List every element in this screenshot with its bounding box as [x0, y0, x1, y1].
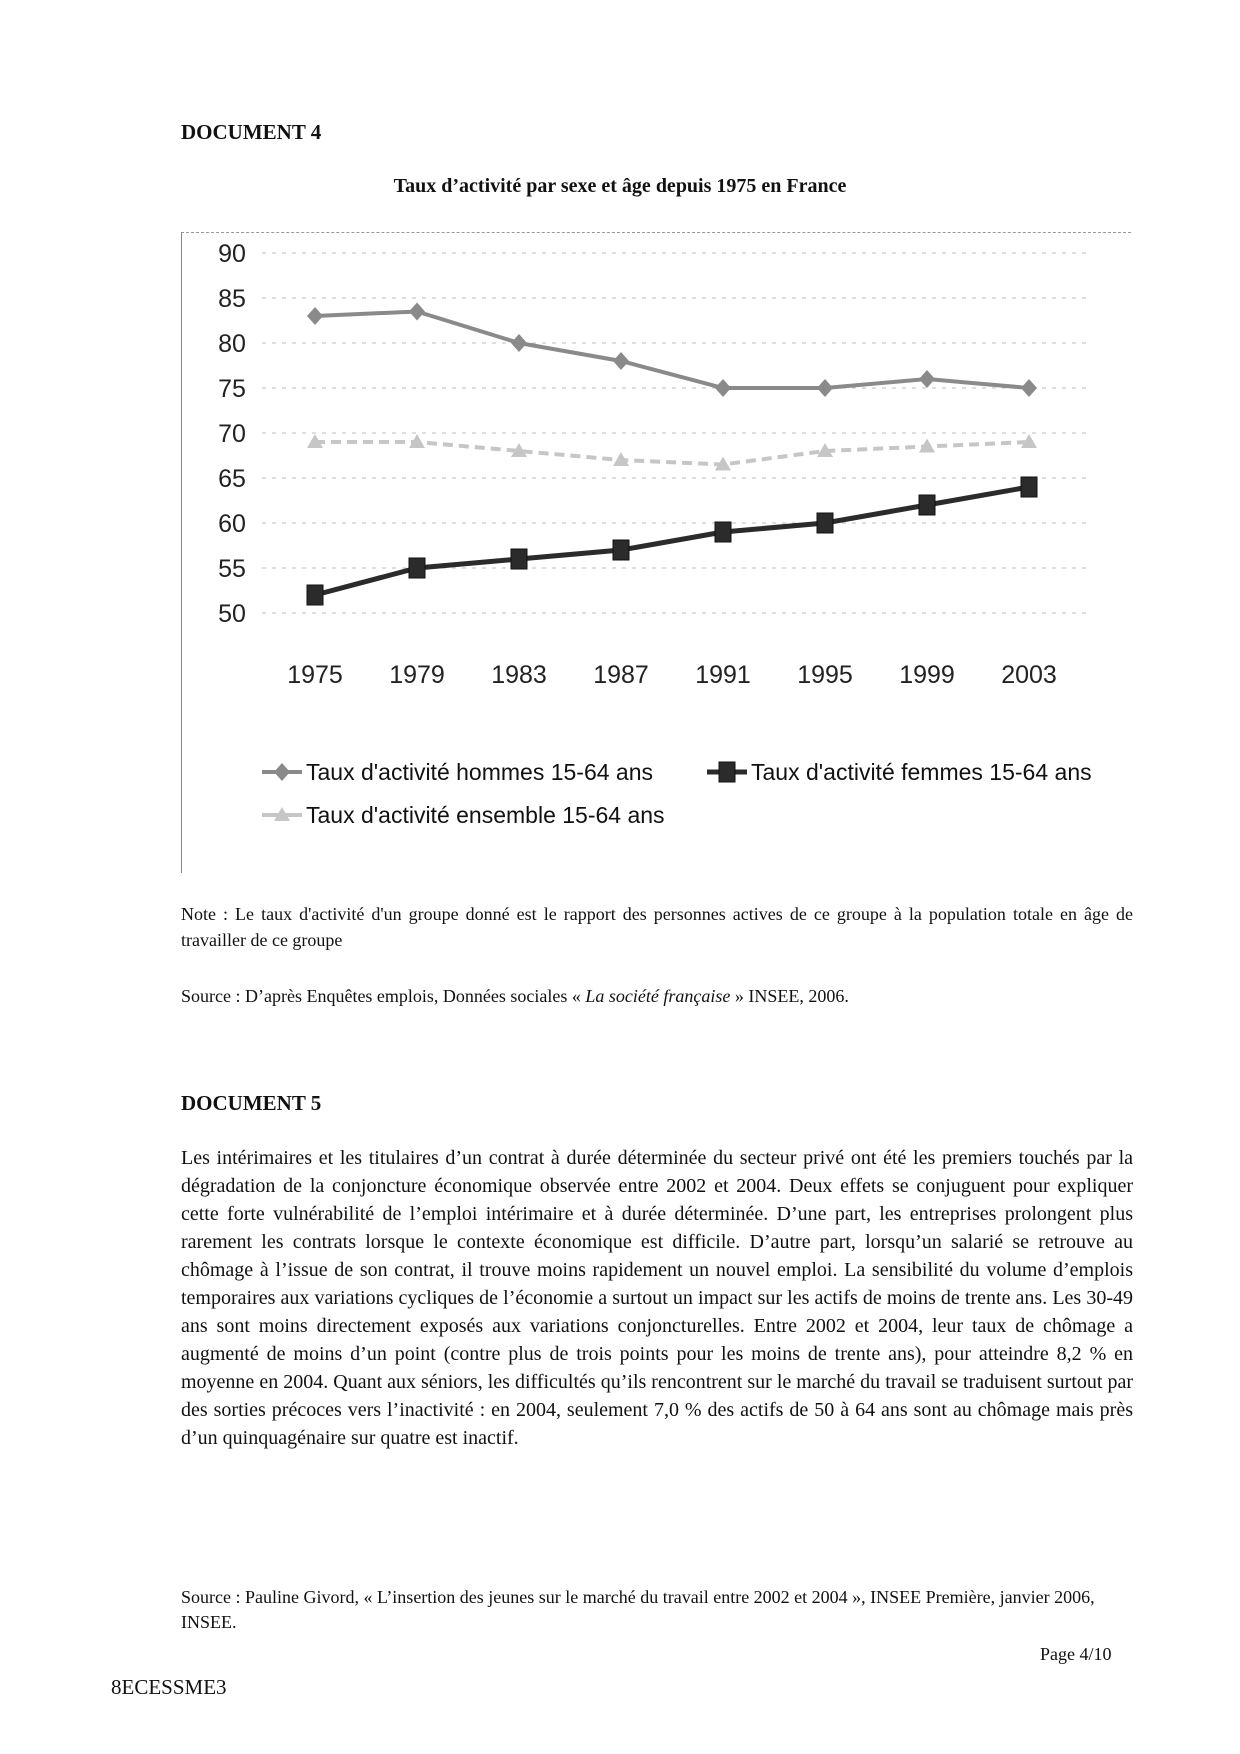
document-5-paragraph: Les intérimaires et les titulaires d’un contrat à durée déterminée du secteur privé ont été les premiers touchés par la dégradation de la conjoncture économique observée entre 2002 et 2004. Deux effets se conjuguent pour expliquer cette forte vulnérabilité de l’emploi intérimaire et à durée déterminée. D’une part, les entreprises prolongent plus rarement les contrats lorsque le contexte économique est difficile. D’autre part, lorsqu’un salarié se retrouve au chômage à l’issue de son contrat, il trouve moins rapidement un nouvel emploi. La sensibilité du volume d’emplois temporaires aux variations cycliques de l’économie a surtout un impact sur les actifs de moins de trente ans. Les 30-49 ans sont moins directement exposés aux variations conjoncturelles. Entre 2002 et 2004, leur taux de chômage a augmenté de moins d’un point (contre plus de trois points pour les moins de trente ans), pour atteindre 8,2 % en moyenne en 2004. Quant aux séniors, les difficultés qu’ils rencontrent sur le marché du travail se traduisent surtout par des sorties précoces vers l’inactivité : en 2004, seulement 7,0 % des actifs de 50 à 64 ans sont au chômage mais près d’un quinquagénaire sur quatre est inactif. — [181, 1147, 1133, 1449]
page-number: Page 4/10 — [1040, 1644, 1112, 1664]
data-point — [919, 370, 935, 388]
x-tick-label: 1975 — [287, 661, 343, 689]
x-tick-label: 1987 — [593, 661, 649, 689]
x-tick-label: 1991 — [695, 661, 751, 689]
data-point — [511, 334, 527, 352]
chart-legend — [262, 759, 1092, 828]
x-tick-label: 1999 — [899, 661, 955, 689]
x-tick-label: 2003 — [1001, 661, 1057, 689]
chart-gridlines — [262, 253, 1092, 613]
legend-marker — [274, 763, 290, 781]
y-tick-label: 75 — [218, 375, 246, 403]
data-point — [307, 307, 323, 325]
source-title: La société française — [585, 986, 731, 1006]
y-tick-label: 55 — [218, 555, 246, 583]
legend-item — [707, 759, 1092, 785]
data-point — [715, 522, 731, 542]
data-point — [409, 558, 425, 578]
y-tick-label: 85 — [218, 285, 246, 313]
data-point — [511, 549, 527, 569]
document-5-source: Source : Pauline Givord, « L’insertion des jeunes sur le marché du travail entre 2002 et 2004 », INSEE Première, janvier 2006, INSEE. — [181, 1587, 1095, 1632]
data-point — [715, 379, 731, 397]
data-point — [1021, 477, 1037, 497]
source-prefix: Source : D’après Enquêtes emplois, Données sociales « — [181, 986, 586, 1006]
legend-item — [262, 759, 653, 785]
data-point — [613, 540, 629, 560]
data-point — [919, 495, 935, 515]
legend-label: Taux d'activité femmes 15-64 ans — [751, 759, 1092, 785]
y-tick-label: 70 — [218, 420, 246, 448]
document-4-heading: DOCUMENT 4 — [181, 120, 322, 144]
data-point — [817, 379, 833, 397]
y-tick-label: 60 — [218, 510, 246, 538]
y-tick-label: 50 — [218, 600, 246, 628]
chart-series — [307, 303, 1037, 606]
legend-label: Taux d'activité hommes 15-64 ans — [306, 759, 654, 785]
document-code: 8ECESSME3 — [111, 1675, 227, 1699]
chart-note: Note : Le taux d'activité d'un groupe donné est le rapport des personnes actives de ce groupe à la population totale en âge de travailler de ce groupe — [181, 904, 1133, 950]
series-1 — [307, 477, 1037, 605]
chart-title: Taux d’activité par sexe et âge depuis 1975 en France — [393, 175, 847, 197]
data-point — [613, 352, 629, 370]
y-tick-label: 80 — [218, 330, 246, 358]
data-point — [409, 303, 425, 321]
y-axis-ticks — [218, 240, 246, 628]
data-point — [307, 585, 323, 605]
data-point — [817, 513, 833, 533]
x-axis-ticks — [287, 661, 1057, 689]
data-point — [1021, 379, 1037, 397]
legend-item — [262, 802, 665, 828]
series-0 — [307, 303, 1037, 398]
x-tick-label: 1983 — [491, 661, 547, 689]
legend-label: Taux d'activité ensemble 15-64 ans — [306, 802, 665, 828]
document-4-source — [181, 984, 1133, 1009]
series-2 — [307, 434, 1037, 471]
document-5-heading: DOCUMENT 5 — [181, 1091, 322, 1115]
source-suffix: » INSEE, 2006. — [730, 986, 849, 1006]
x-tick-label: 1979 — [389, 661, 445, 689]
legend-marker — [719, 762, 735, 782]
x-tick-label: 1995 — [797, 661, 853, 689]
y-tick-label: 65 — [218, 465, 246, 493]
y-tick-label: 90 — [218, 240, 246, 268]
